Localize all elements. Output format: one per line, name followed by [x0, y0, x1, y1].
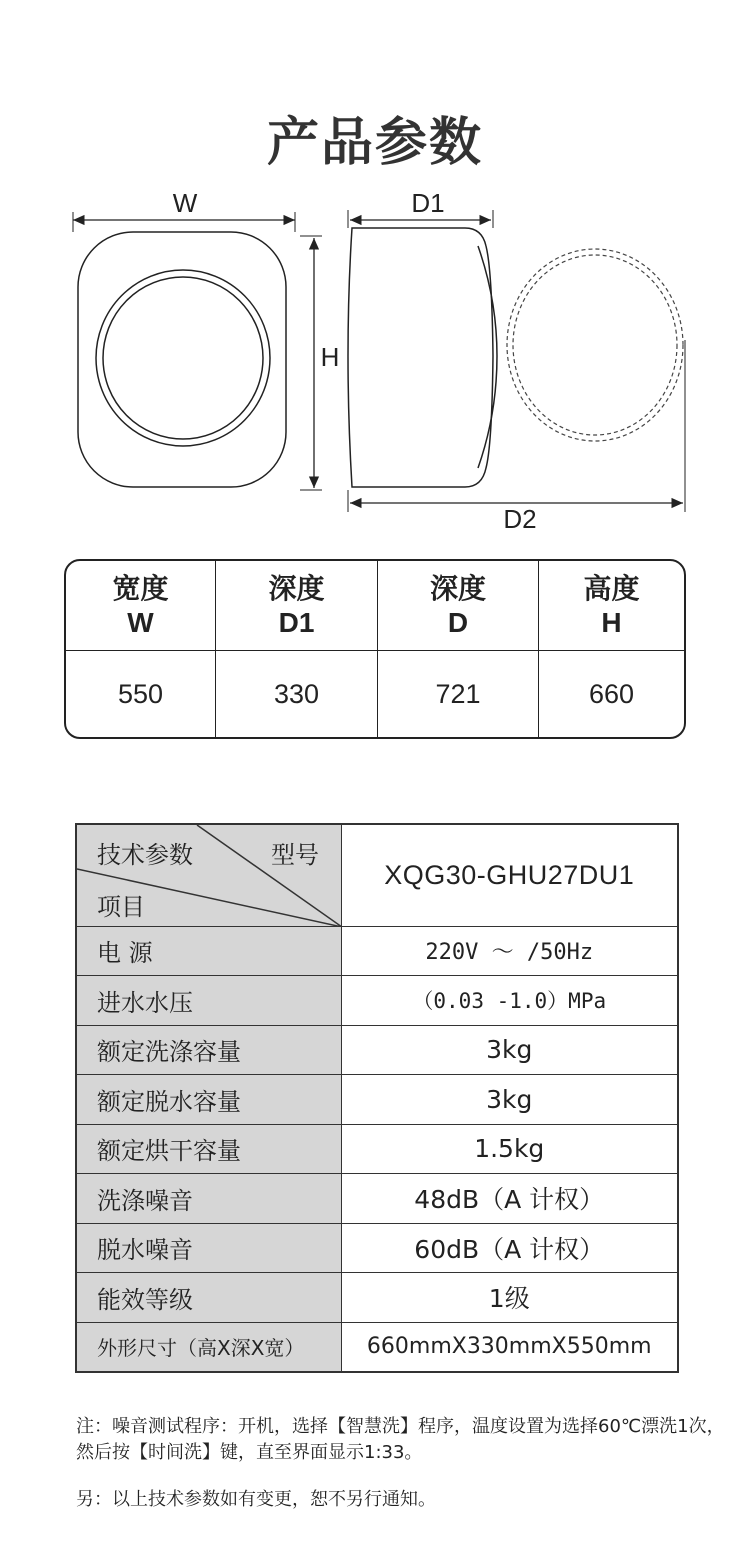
dim-header-label: 宽度 [112, 572, 169, 604]
spec-row [76, 1124, 678, 1174]
dim-header-symbol: H [601, 606, 622, 638]
dim-value-depth: 721 [378, 651, 539, 737]
dim-header-label: 深度 [268, 572, 325, 604]
label-d1: D1 [411, 188, 445, 218]
page-title: 产品参数 [266, 113, 483, 173]
header-params: 技术参数 [97, 841, 193, 869]
spec-row [76, 1223, 678, 1273]
dimension-diagram [0, 180, 750, 540]
spec-header-cell [76, 824, 341, 926]
front-view [78, 232, 286, 487]
spec-header-row [76, 824, 678, 926]
spec-value-spin-capacity: 3kg [341, 1075, 678, 1125]
dim-header-symbol: D1 [278, 606, 315, 638]
header-item: 项目 [97, 893, 145, 921]
spec-value-water-pressure: （0.03 -1.0）MPa [341, 976, 678, 1026]
spec-row [76, 1174, 678, 1224]
side-view [348, 228, 497, 487]
dim-header-label: 深度 [429, 572, 486, 604]
spec-label-energy-grade: 能效等级 [76, 1273, 341, 1323]
spec-label-spin-capacity: 额定脱水容量 [76, 1075, 341, 1125]
spec-row [76, 1075, 678, 1125]
header-model: 型号 [271, 841, 319, 869]
spec-value-wash-capacity: 3kg [341, 1025, 678, 1075]
spec-row [76, 926, 678, 976]
spec-value-spin-noise: 60dB（A 计权） [341, 1223, 678, 1273]
dim-value-width: 550 [66, 651, 216, 737]
spec-value-power: 220V ～ /50Hz [341, 926, 678, 976]
spec-table [75, 823, 679, 1373]
spec-row [76, 976, 678, 1026]
dim-header-label: 高度 [583, 572, 640, 604]
dim-header-symbol: W [127, 606, 154, 638]
dim-header-depth1 [216, 561, 378, 651]
dim-value-depth1: 330 [216, 651, 378, 737]
dim-value-height: 660 [588, 678, 635, 709]
dim-header-width [66, 561, 216, 651]
noise-test-note: 注：噪音测试程序：开机，选择【智慧洗】程序，温度设置为选择60℃漂洗1次，然后按【时间洗】键，直至界面显示1:33。 [76, 1416, 725, 1463]
dim-header-height [539, 561, 684, 651]
label-h: H [320, 342, 340, 372]
spec-label-dimensions: 外形尺寸（高X深X宽） [76, 1322, 341, 1372]
spec-label-wash-capacity: 额定洗涤容量 [76, 1025, 341, 1075]
spec-value-energy-grade: 1级 [341, 1273, 678, 1323]
spec-row [76, 1273, 678, 1323]
spec-value-dimensions: 660mmX330mmX550mm [341, 1322, 678, 1372]
door-open-circle [507, 249, 683, 441]
spec-label-water-pressure: 进水水压 [76, 976, 341, 1026]
spec-value-dry-capacity: 1.5kg [341, 1124, 678, 1174]
spec-label-spin-noise: 脱水噪音 [76, 1223, 341, 1273]
spec-label-wash-noise: 洗涤噪音 [76, 1174, 341, 1224]
dimension-table [64, 559, 686, 739]
dim-header-symbol: D [447, 606, 469, 638]
spec-row [76, 1025, 678, 1075]
spec-label-dry-capacity: 额定烘干容量 [76, 1124, 341, 1174]
spec-row [76, 1322, 678, 1372]
change-notice: 另：以上技术参数如有变更，恕不另行通知。 [76, 1489, 436, 1510]
label-d2: D2 [503, 504, 537, 534]
spec-label-power: 电 源 [76, 926, 341, 976]
model-number: XQG30-GHU27DU1 [341, 824, 678, 926]
spec-value-wash-noise: 48dB（A 计权） [341, 1174, 678, 1224]
label-w: W [172, 188, 198, 218]
dim-header-depth [378, 561, 539, 651]
